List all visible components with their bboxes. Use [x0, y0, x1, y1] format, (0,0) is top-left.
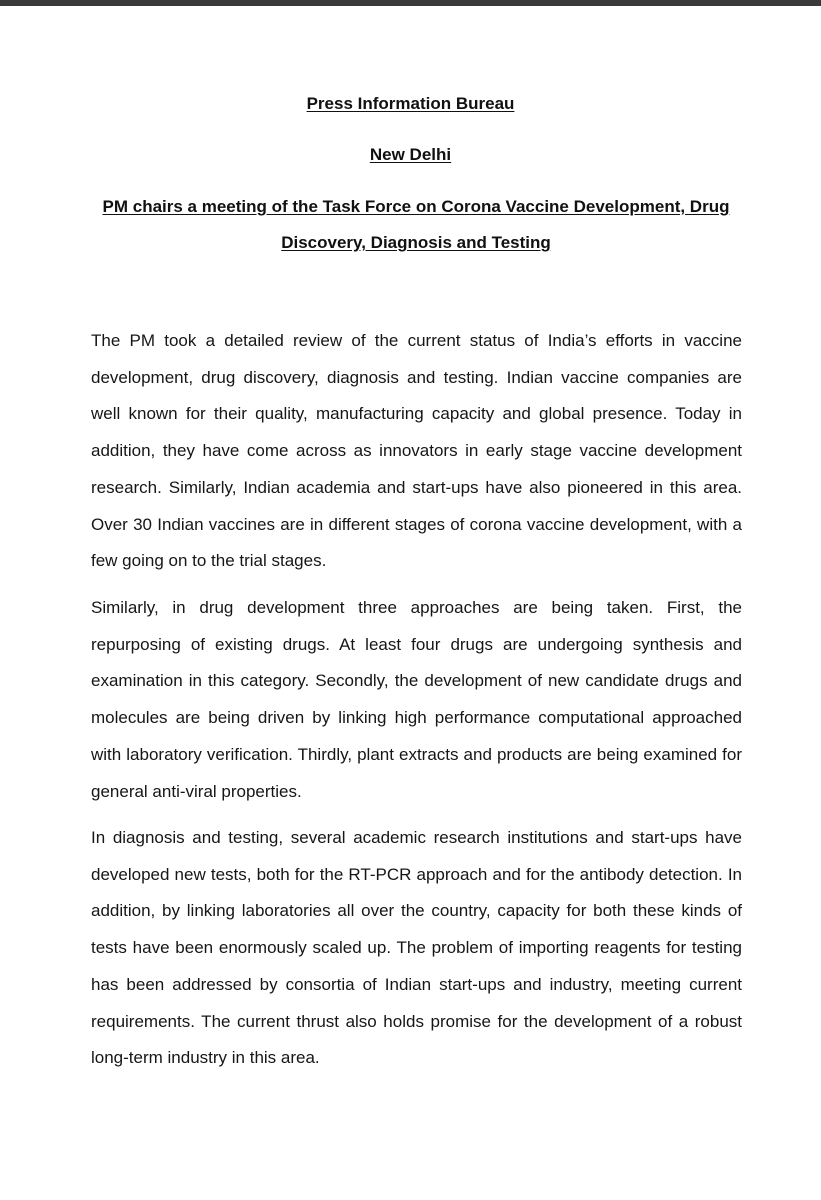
paragraph-drug-development: Similarly, in drug development three approaches are being taken. First, the repurposing of existing drugs. At least four drugs are undergoing synthesis and examination in this category. Secondly, the development of new candidate drugs and molecules are being driven by linking high performance computational approached with laboratory verification. Thirdly, plant extracts and products are being examined for general anti-viral properties. [91, 598, 742, 801]
paragraph-diagnosis-testing: In diagnosis and testing, several academic research institutions and start-ups have developed new tests, both for the RT-PCR approach and for the antibody detection. In addition, by linking laboratories all over the country, capacity for both these kinds of tests have been enormously scaled up. The problem of importing reagents for testing has been addressed by consortia of Indian start-ups and industry, meeting current requirements. The current thrust also holds promise for the development of a robust long-term industry in this area. [91, 828, 742, 1068]
document-page [0, 6, 821, 1200]
city-heading: New Delhi [369, 145, 452, 164]
press-release-title: PM chairs a meeting of the Task Force on Corona Vaccine Development, Drug Discovery, Diagnosis and Testing [102, 197, 730, 252]
paragraph-vaccine-development: The PM took a detailed review of the current status of India’s efforts in vaccine development, drug discovery, diagnosis and testing. Indian vaccine companies are well known for their quality, manufacturing capacity and global presence. Today in addition, they have come across as innovators in early stage vaccine development research. Similarly, Indian academia and start-ups have also pioneered in this area. Over 30 Indian vaccines are in different stages of corona vaccine development, with a few going on to the trial stages. [91, 331, 742, 571]
bureau-heading: Press Information Bureau [306, 94, 515, 113]
